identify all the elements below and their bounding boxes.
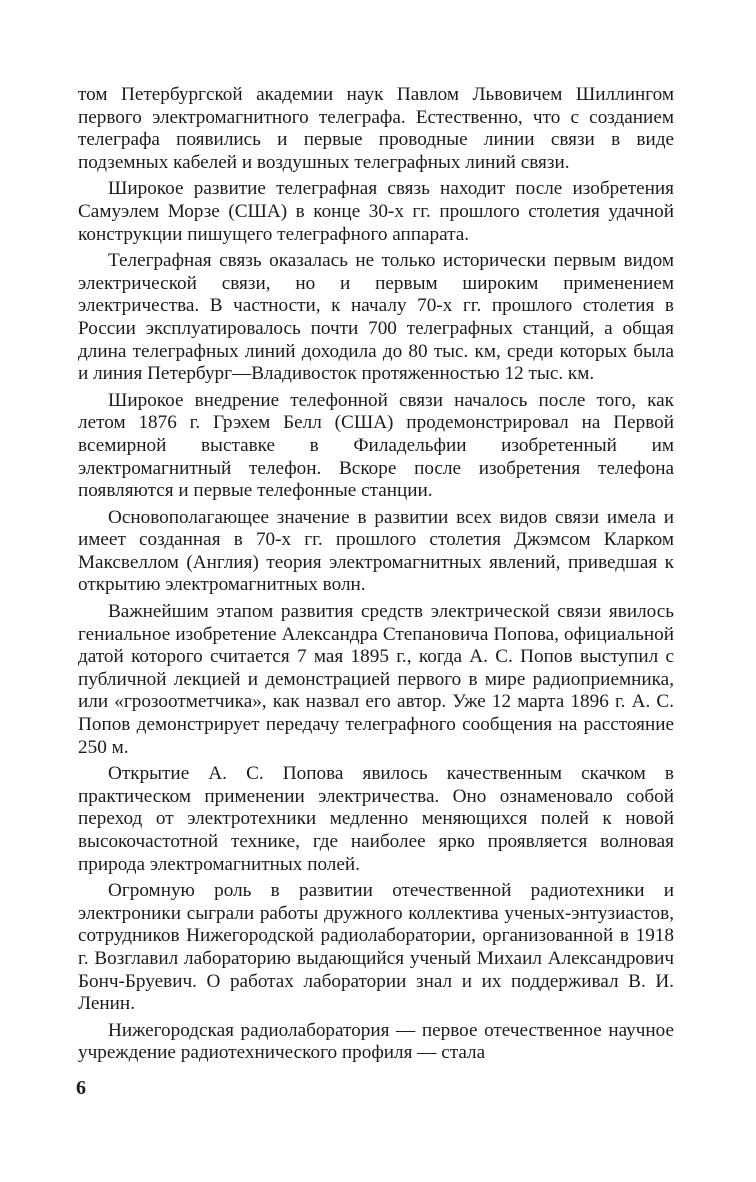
paragraph-6: Важнейшим этапом развития средств электрической связи явилось гениальное изобретение Александра Степановича Попова, официальной датой которого считается 7 мая 1895 г., когда А. С. Попов выступил с публичной лекцией и демонстрацией первого в мире радиоприемника, или «грозоотметчика», как назвал его автор. Уже 12 марта 1896 г. А. С. Попов демонстрирует передачу телеграфного сообщения на расстояние 250 м. bbox=[78, 601, 674, 758]
paragraph-2: Широкое развитие телеграфная связь находит после изобретения Самуэлем Морзе (США) в конце 30-х гг. прошлого столетия удачной конструкции пишущего телеграфного аппарата. bbox=[78, 178, 674, 245]
paragraph-3: Телеграфная связь оказалась не только исторически первым видом электрической связи, но и первым широким применением электричества. В частности, к началу 70-х гг. прошлого столетия в России эксплуатировалось почти 700 телеграфных станций, а общая длина телеграфных линий доходила до 80 тыс. км, среди которых была и линия Петербург—Владивосток протяженностью 12 тыс. км. bbox=[78, 250, 674, 385]
paragraph-4: Широкое внедрение телефонной связи началось после того, как летом 1876 г. Грэхем Белл (США) продемонстрировал на Первой всемирной выставке в Филадельфии изобретенный им электромагнитный телефон. Вскоре после изобретения телефона появляются и первые телефонные станции. bbox=[78, 389, 674, 502]
paragraph-5: Основополагающее значение в развитии всех видов связи имела и имеет созданная в 70-х гг. прошлого столетия Джэмсом Кларком Максвеллом (Англия) теория электромагнитных явлений, приведшая к открытию электромагнитных волн. bbox=[78, 506, 674, 596]
paragraph-8: Огромную роль в развитии отечественной радиотехники и электроники сыграли работы дружного коллектива ученых-энтузиастов, сотрудников Нижегородской радиолаборатории, организованной в 1918 г. Возглавил лабораторию выдающийся ученый Михаил Александрович Бонч-Бруевич. О работах лаборатории знал и их поддерживал В. И. Ленин. bbox=[78, 880, 674, 1015]
page-number: 6 bbox=[76, 1077, 86, 1099]
paragraph-1: том Петербургской академии наук Павлом Львовичем Шиллингом первого электромагнитного телеграфа. Естественно, что с созданием телеграфа появились и первые проводные линии связи в виде подземных кабелей и воздушных телеграфных линий связи. bbox=[78, 84, 674, 173]
paragraph-7: Открытие А. С. Попова явилось качественным скачком в практическом применении электричества. Оно ознаменовало собой переход от электротехники медленно меняющихся полей к новой высокочастотной технике, где наиболее ярко проявляется волновая природа электромагнитных полей. bbox=[78, 763, 674, 875]
paragraph-9: Нижегородская радиолаборатория — первое отечественное научное учреждение радиотехнического профиля — стала bbox=[78, 1019, 674, 1064]
page-body bbox=[78, 84, 674, 1069]
